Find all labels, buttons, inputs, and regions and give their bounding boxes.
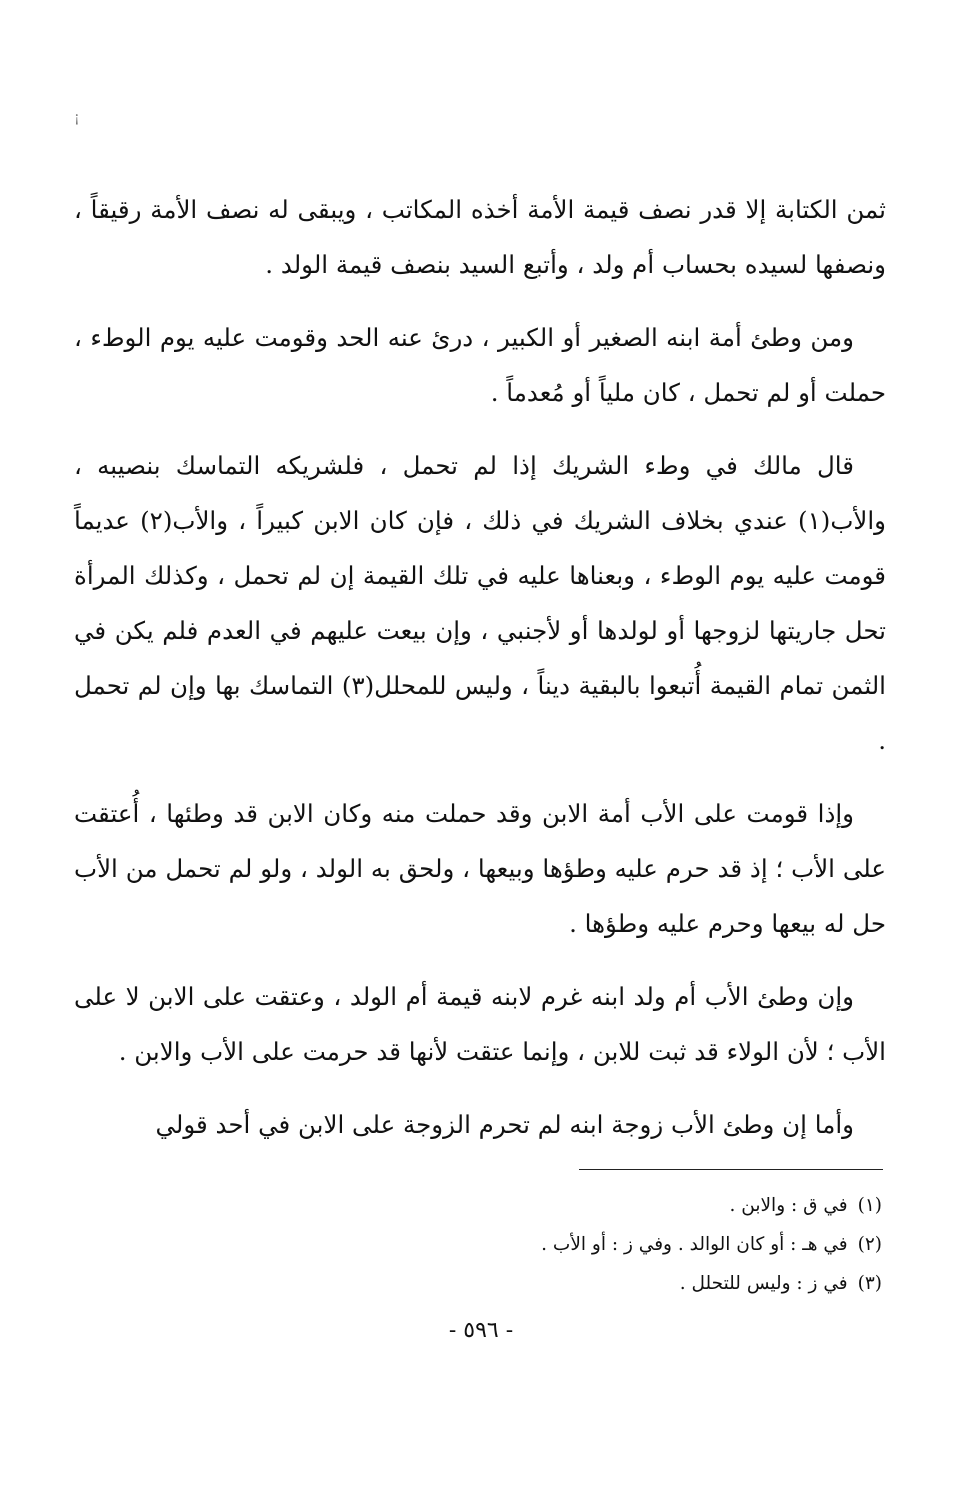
paragraph-6: وأما إن وطئ الأب زوجة ابنه لم تحرم الزوجة على الابن في أحد قولي bbox=[155, 1110, 854, 1139]
paragraph-2: ومن وطئ أمة ابنه الصغير أو الكبير ، درئ عنه الحد وقومت عليه يوم الوطء ، حملت أو لم تحمل ، كان ملياً أو مُعدماً . bbox=[74, 323, 886, 407]
footnote-text: في هـ : أو كان الوالد . وفي ز : أو الأب . bbox=[541, 1234, 848, 1255]
footnote-number: (٣) bbox=[857, 1273, 882, 1294]
main-text bbox=[74, 182, 886, 1152]
footnote-number: (١) bbox=[857, 1195, 882, 1216]
footnote-2 bbox=[102, 1225, 882, 1264]
paragraph-1: ثمن الكتابة إلا قدر نصف قيمة الأمة أخذه المكاتب ، ويبقى له نصف الأمة رقيقاً ، ونصفها لسيده بحساب أم ولد ، وأتبع السيد بنصف قيمة الولد . bbox=[74, 195, 886, 279]
paragraph-3: قال مالك في وطء الشريك إذا لم تحمل ، فلشريكه التماسك بنصيبه ، والأب(١) عندي بخلاف الشريك في ذلك ، فإن كان الابن كبيراً ، والأب(٢) عديماً قومت عليه يوم الوطء ، وبعناها عليه في تلك القيمة إن لم تحمل ، وكذلك المرأة تحل جاريتها لزوجها أو لولدها أو لأجنبي ، وإن بيعت عليهم في العدم فلم يكن في الثمن تمام القيمة أُتبعوا بالبقية ديناً ، وليس للمحلل(٣) التماسك بها وإن لم تحمل . bbox=[74, 451, 887, 755]
paragraph-5: وإن وطئ الأب أم ولد ابنه غرم لابنه قيمة أم الولد ، وعتقت على الابن لا على الأب ؛ لأن الولاء قد ثبت للابن ، وإنما عتقت لأنها قد حرمت على الأب والابن . bbox=[74, 982, 886, 1066]
footnote-separator bbox=[579, 1169, 883, 1170]
page-number: - ٥٩٦ - bbox=[448, 1318, 514, 1343]
paragraph-4: وإذا قومت على الأب أمة الابن وقد حملت منه وكان الابن قد وطئها ، أُعتقت على الأب ؛ إذ قد حرم عليه وطؤها وبيعها ، ولحق به الولد ، ولو لم تحمل من الأب حل له بيعها وحرم عليه وطؤها . bbox=[74, 799, 886, 938]
footnote-text: في ق : والابن . bbox=[729, 1195, 848, 1216]
footnote-3 bbox=[102, 1264, 882, 1303]
footnote-number: (٢) bbox=[857, 1234, 882, 1255]
margin-mark: ¡ bbox=[74, 110, 80, 126]
footnote-1 bbox=[102, 1186, 882, 1225]
footnotes bbox=[102, 1186, 882, 1303]
footnote-text: في ز : وليس للتحلل . bbox=[679, 1273, 848, 1294]
